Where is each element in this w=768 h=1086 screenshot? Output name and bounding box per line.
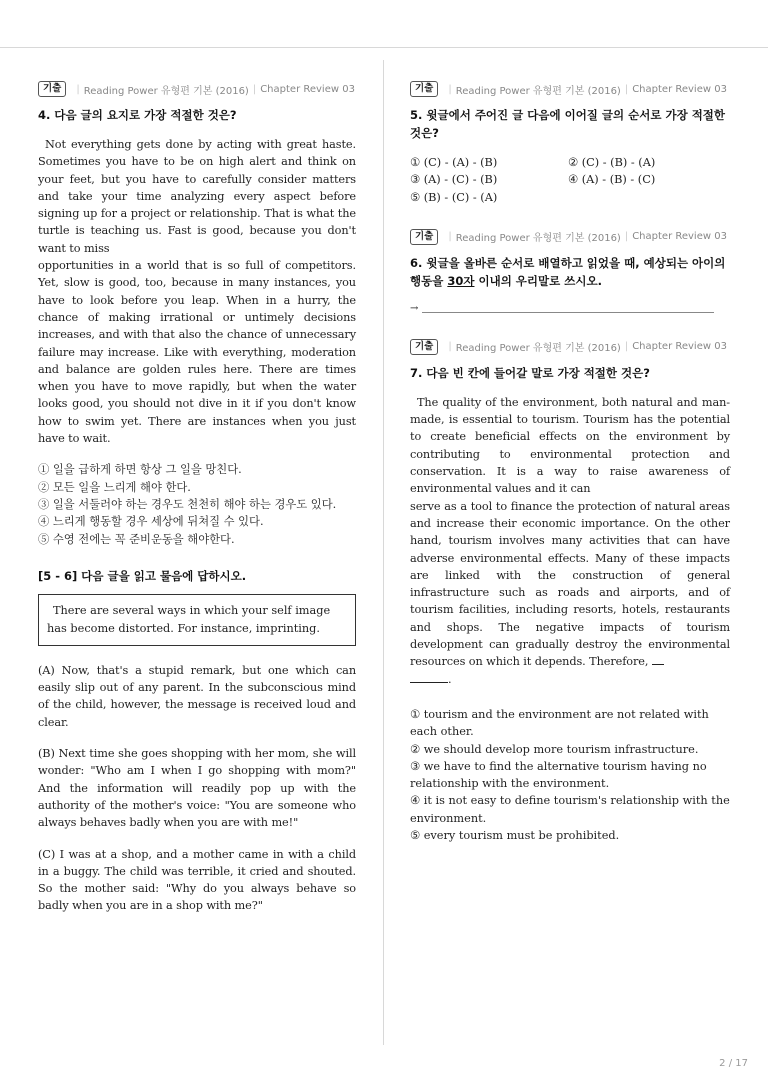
blank (652, 656, 664, 665)
arrow-icon: → (410, 303, 419, 315)
option-1[interactable]: ① (C) - (A) - (B) (410, 156, 498, 169)
option-4[interactable]: ④ 느리게 행동할 경우 세상에 뒤쳐질 수 있다. (38, 515, 264, 529)
top-rule (0, 47, 768, 48)
source-tag: 기출 (410, 339, 438, 355)
question-7-title: 7. 다음 빈 칸에 들어갈 말로 가장 적절한 것은? (410, 365, 650, 380)
passage-line: opportunities in a world that is so full of competitors. Yet, slow is good, too, because in many instances, you have to look before you leap. When in a hurry, the chance of making irrational or untimely decisions increases, and with that also the chance of unnecessary failure may increase. Like with everything, moderation and balance are golden rules here. There are times when you have to move rapidly, but when the water looks good, you should not dive in it if you don't know how to swim yet. There are instances when you just have to wait. (38, 259, 356, 446)
option-4[interactable]: ④ (A) - (B) - (C) (568, 173, 656, 187)
option-3[interactable]: ③ we have to find the alternative tourism having no relationship with the environment. (410, 759, 707, 791)
blank (410, 674, 448, 683)
paragraph-b: (B) Next time she goes shopping with her mom, she will wonder: "Who am I when I go shopping with mom?" And the information will readily pop up with the authority of the mother's voice: "You are someone who always behaves badly when you are with me!" (38, 747, 356, 830)
source-line-q5 (410, 80, 730, 98)
separator: | (448, 341, 452, 353)
question-6-underlined: 30자 (447, 273, 475, 288)
question-7-options (410, 706, 730, 844)
right-column (410, 80, 730, 844)
passage-text: serve as a tool to finance the protection of natural areas and increase their economic importance. On the other hand, tourism involves many activities that can have adverse environmental effects. Many of these impacts are linked with the construction of general infrastructure such as roads and airports, and of tourism facilities, including resorts, hotels, restaurants and shops. The negative impacts of tourism development can gradually destroy the environmental resources on which it depends. Therefore, (410, 499, 730, 669)
answer-line[interactable] (410, 302, 730, 316)
section-header-5-6: [5 - 6] 다음 글을 읽고 물음에 답하시오. (38, 568, 247, 583)
source-book: Reading Power 유형편 기본 (2016) (83, 85, 249, 97)
source-book: Reading Power 유형편 기본 (2016) (455, 233, 621, 245)
left-column (38, 80, 356, 929)
option-2[interactable]: ② 모든 일을 느리게 해야 한다. (38, 480, 191, 494)
source-line-q7 (410, 338, 730, 356)
question-6-text-post: 이내의 우리말로 쓰시오. (474, 273, 602, 288)
given-text-box (38, 594, 356, 646)
option-1[interactable]: ① 일을 급하게 하면 항상 그 일을 망친다. (38, 463, 242, 477)
option-4[interactable]: ④ it is not easy to define tourism's relationship with the environment. (410, 794, 730, 825)
separator: | (624, 231, 629, 243)
source-chapter: Chapter Review 03 (632, 341, 727, 353)
given-text: There are several ways in which your self image has become distorted. For instance, imprinting. (47, 603, 331, 635)
option-5[interactable]: ⑤ (B) - (C) - (A) (410, 190, 498, 204)
source-chapter: Chapter Review 03 (260, 83, 355, 95)
option-5[interactable]: ⑤ 수영 전에는 꼭 준비운동을 해야한다. (38, 532, 235, 546)
source-line-q6 (410, 228, 730, 246)
passage-line: The quality of the environment, both natural and man-made, is essential to tourism. Tourism has the potential to create beneficial effects on the environment by contributing to environmental protection and conservation. It is a way to raise awareness of environmental values and it can (410, 395, 730, 496)
option-1[interactable]: ① tourism and the environment are not related with each other. (410, 707, 709, 739)
source-tag: 기출 (410, 81, 438, 97)
source-line-q4 (38, 80, 356, 98)
source-book: Reading Power 유형편 기본 (2016) (455, 343, 621, 355)
page-number: 2 / 17 (719, 1058, 748, 1069)
question-6-text-pre: 6. 윗글을 올바른 순서로 배열하고 읽었을 때, 예상되는 아이의 행동을 (410, 255, 726, 288)
option-5[interactable]: ⑤ every tourism must be prohibited. (410, 829, 620, 843)
option-3[interactable]: ③ 일을 서둘러야 하는 경우도 천천히 해야 하는 경우도 있다. (38, 497, 337, 511)
option-2[interactable]: ② (C) - (B) - (A) (568, 156, 656, 169)
source-chapter: Chapter Review 03 (632, 83, 727, 95)
source-tag: 기출 (38, 81, 66, 97)
separator: | (448, 231, 452, 243)
question-4-options (38, 461, 356, 547)
source-chapter: Chapter Review 03 (632, 231, 727, 243)
source-tag: 기출 (410, 229, 438, 245)
column-divider (383, 60, 384, 1045)
source-book: Reading Power 유형편 기본 (2016) (455, 85, 621, 97)
option-3[interactable]: ③ (A) - (C) - (B) (410, 173, 498, 187)
passage-line: serve as a tool to finance the protection of natural areas and increase their economic importance. On the other hand, tourism involves many activities that can have adverse environmental effects. Many of these impacts are linked with the construction of general infrastructure such as roads and airports, and of tourism facilities, including resorts, hotels, restaurants and shops. The negative impacts of tourism development can gradually destroy the environmental resources on which it depends. Therefore, . (410, 499, 730, 686)
question-4-passage (38, 136, 356, 447)
separator: | (624, 341, 629, 353)
separator: | (76, 83, 80, 95)
question-5-options (410, 154, 730, 206)
paragraph-c: (C) I was at a shop, and a mother came in with a child in a buggy. The child was terrible, it cried and shouted. So the mother said: "Why do you always behave so badly when you are in a shop with me?" (38, 847, 356, 913)
question-5-title: 5. 윗글에서 주어진 글 다음에 이어질 글의 순서로 가장 적절한 것은? (410, 108, 726, 140)
paragraph-a: (A) Now, that's a stupid remark, but one which can easily slip out of any parent. In the subconscious mind of the child, however, the message is received loud and clear. (38, 663, 356, 729)
separator: | (448, 83, 452, 95)
answer-field[interactable] (422, 304, 714, 313)
option-2[interactable]: ② we should develop more tourism infrastructure. (410, 742, 699, 756)
separator: | (252, 83, 257, 95)
passage-line: Not everything gets done by acting with great haste. Sometimes you have to be on high alert and think on your feet, but you have to carefully consider matters and take your time analyzing every aspect before signing up for a project or relationship. That is what the turtle is teaching us. Fast is good, because you don't want to miss (38, 138, 356, 255)
question-6-title (410, 254, 730, 290)
separator: | (624, 83, 629, 95)
question-4-title: 4. 다음 글의 요지로 가장 적절한 것은? (38, 108, 237, 122)
question-7-passage (410, 394, 730, 688)
